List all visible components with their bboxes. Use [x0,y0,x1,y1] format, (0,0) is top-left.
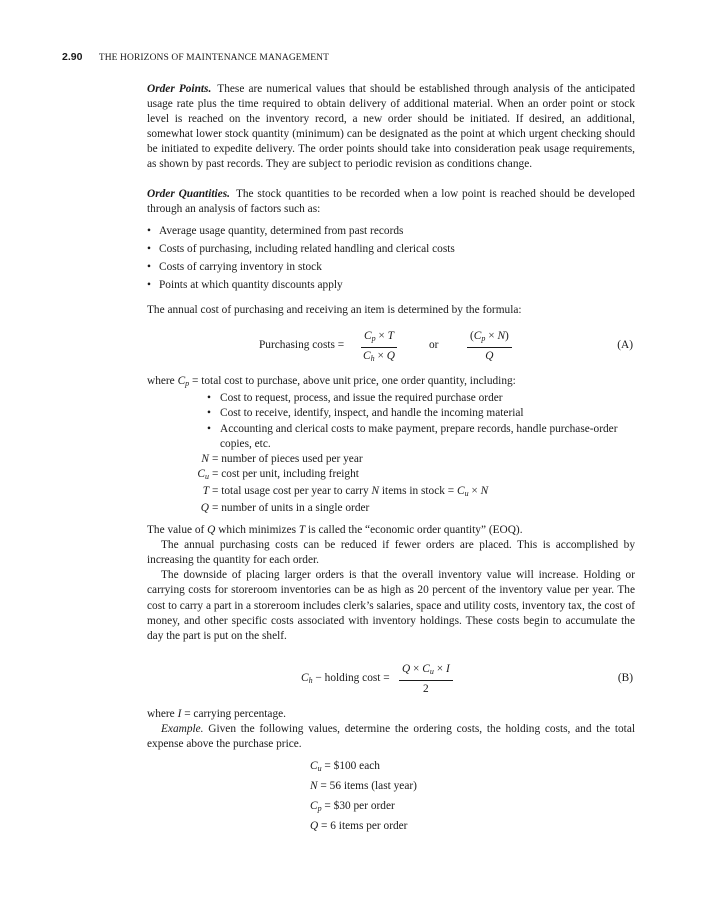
page-number: 2.90 [62,51,83,63]
definition-n: N = number of pieces used per year [201,452,363,465]
formula-b-fraction: $\frac{Q \times C_u \times I}{2}$ [399,662,453,697]
order-quantities-heading: Order Quantities. [147,187,230,200]
formula-a-or: or [429,339,439,352]
list-item: • Costs of purchasing, including related handling and clerical costs [147,242,635,257]
equation-tag-a: (A) [617,339,633,352]
equation-tag-b: (B) [617,671,633,684]
formula-b [147,658,635,700]
value-n: N = 56 items (last year) [310,780,417,793]
order-points-paragraph [147,82,635,173]
where-i-line: where I = carrying percentage. [147,707,287,720]
list-item: • Costs of carrying inventory in stock [147,260,635,275]
formula-a-fraction-2: $\frac{(C_p \times N)}{Q}$ [467,329,512,364]
order-quantities-paragraph [147,187,635,217]
formula-a-fraction-1: $\frac{C_p \times T}{C_h \times Q}$ [361,329,397,366]
value-cp: $C_p$ = $30 per order [310,800,395,814]
value-q: Q = 6 items per order [310,820,408,833]
running-header [62,51,329,63]
example-paragraph: Example. Given the following values, determine the ordering costs, the holding costs, and the total expense above the purchase price. [147,722,636,750]
factor-list [147,224,635,293]
list-item: • Cost to receive, identify, inspect, and handle the incoming material [207,406,635,421]
list-item: • Cost to request, process, and issue the required purchase order [207,391,635,406]
formula-a-label: Purchasing costs = [259,339,345,352]
order-quantities-text: The stock quantities to be recorded when a low point is reached should be developed through an analysis of factors such as: [147,187,635,215]
example-label: Example. [161,722,204,735]
list-item: • Average usage quantity, determined from past records [147,224,635,239]
downside-paragraph: The downside of placing larger orders is that the overall inventory value will increase. Holding or carrying costs for storeroom inventories can be as high as 20 percent of the inventory value per year. The cost to carry a part in a storeroom includes clerk’s salaries, space and utility costs, inventory tax, the cost of money, and other specific costs associated with inventory holdings. These costs begin to accumulate the day the part is put on the shelf. [147,569,635,642]
running-title: THE HORIZONS OF MAINTENANCE MANAGEMENT [98,53,330,63]
eoq-paragraph: The value of Q which minimizes T is called the “economic order quantity” (EOQ). [147,524,523,537]
order-points-text: These are numerical values that should be established through analysis of the anticipated usage rate plus the time required to obtain delivery of additional material. When an order point or stock level is reached on the inventory record, a new order should be initiated. If desired, an additional, somewhat lower stock quantity (minimum) can be designated as the point at which urgent checking should be initiated to expedite delivery. The order points should take into consideration peak usage requirements, as shown by past records. They are subject to periodic revision as conditions change. [147,83,636,171]
order-points-heading: Order Points. [147,83,212,95]
annual-cost-intro: The annual cost of purchasing and receiving an item is determined by the formula: [147,304,522,317]
formula-b-lhs: $C_h$ − holding cost = [301,671,390,685]
formula-a [147,325,635,367]
where-cp-line: where $C_p$ = total cost to purchase, above unit price, one order quantity, including: [147,375,516,389]
reduce-orders-paragraph: The annual purchasing costs can be reduced if fewer orders are placed. This is accomplished by increasing the quantity for each order. [147,539,635,567]
definition-t: T = total usage cost per year to carry N items in stock = $C_u \times N$ [202,484,489,498]
definition-q: Q = number of units in a single order [200,501,370,514]
body-text [147,82,635,839]
list-item: • Points at which quantity discounts apply [147,278,635,293]
variable-definitions [172,452,635,516]
value-cu: $C_u$ = $100 each [310,760,380,774]
list-item: • Accounting and clerical costs to make payment, prepare records, handle purchase-order copies, etc. [207,422,635,452]
definition-cu: $C_u$ = cost per unit, including freight [197,467,359,481]
cp-cost-list [207,391,635,451]
given-values [310,759,635,839]
